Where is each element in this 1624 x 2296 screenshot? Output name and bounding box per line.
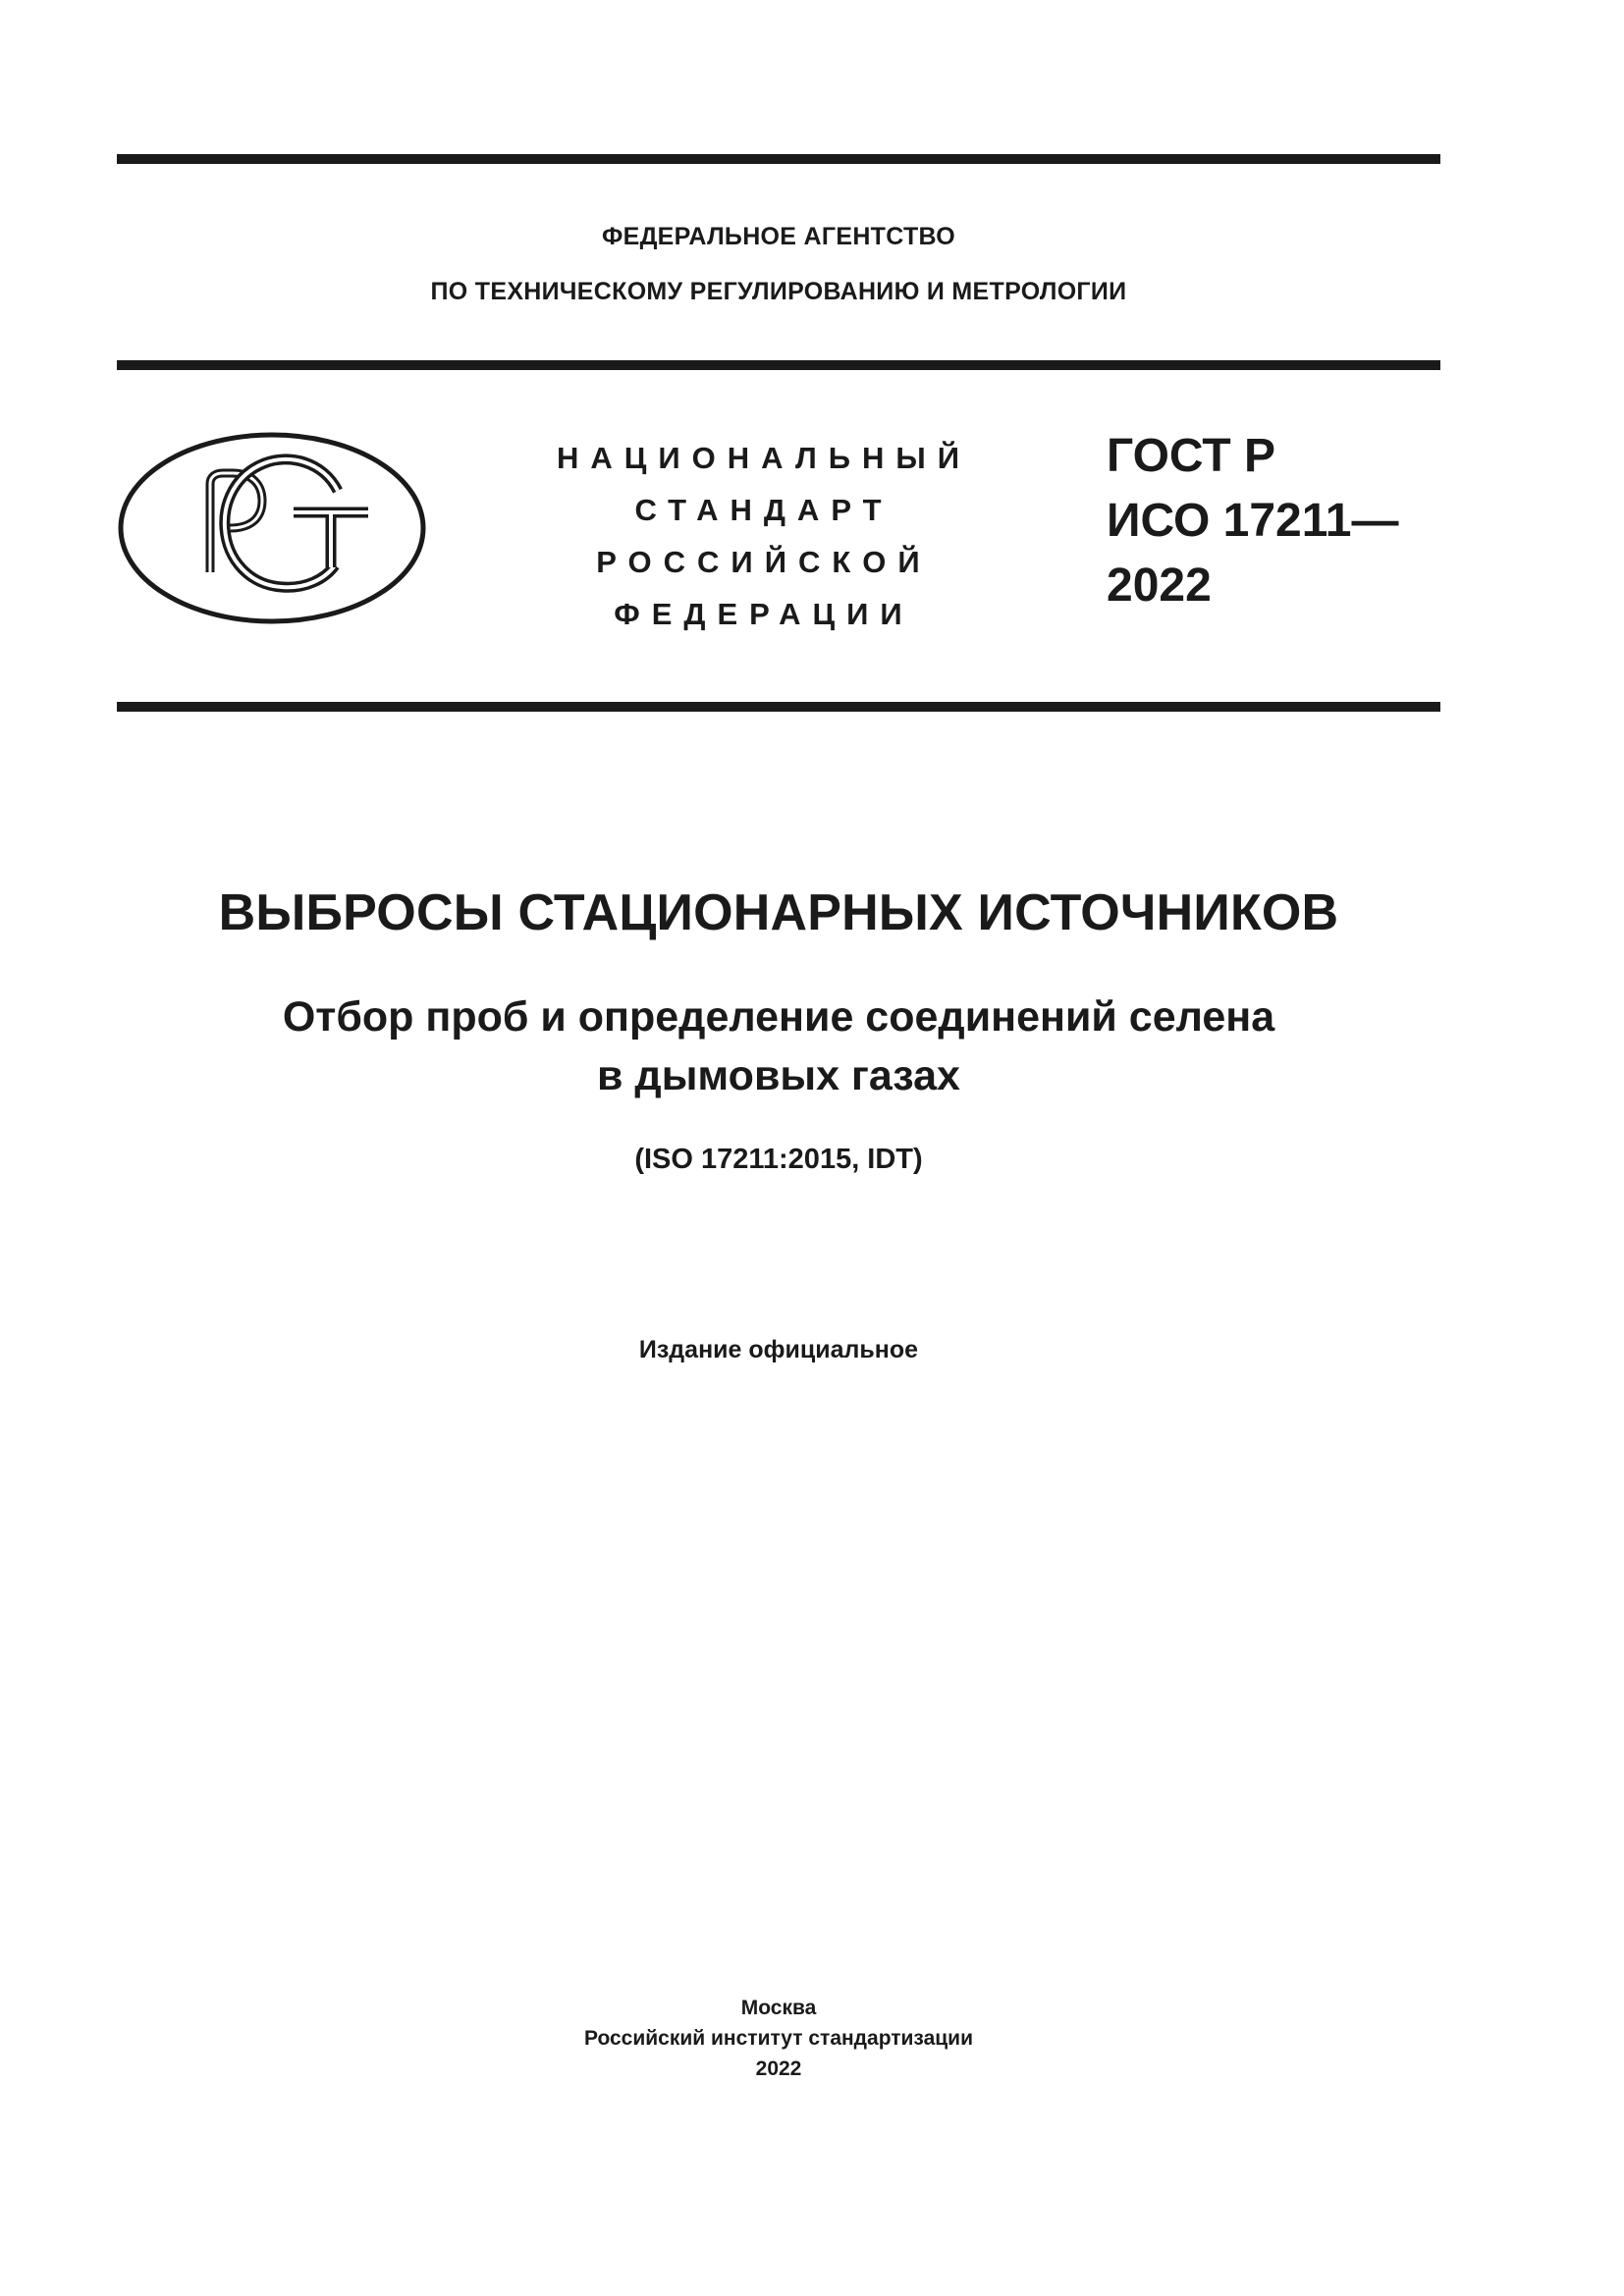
designation-line2: ИСО 17211— <box>1107 495 1399 547</box>
bottom-divider <box>117 702 1440 712</box>
standard-type-line4: ФЕДЕРАЦИИ <box>614 597 914 631</box>
edition-label: Издание официальное <box>638 1336 919 1363</box>
standard-designation <box>1107 424 1440 618</box>
document-title: ВЫБРОСЫ СТАЦИОНАРНЫХ ИСТОЧНИКОВ <box>218 884 1339 941</box>
rst-certification-mark-icon <box>117 430 427 626</box>
header-divider <box>117 360 1440 370</box>
top-divider <box>117 154 1440 164</box>
standard-type-line2: СТАНДАРТ <box>634 493 893 527</box>
standard-type-line1: НАЦИОНАЛЬНЫЙ <box>556 441 972 475</box>
imprint <box>117 1993 1440 2084</box>
iso-reference: (ISO 17211:2015, IDT) <box>634 1144 923 1175</box>
subtitle-line2: в дымовых газах <box>597 1052 960 1099</box>
national-standard-label <box>538 432 990 640</box>
agency-name-line2: ПО ТЕХНИЧЕСКОМУ РЕГУЛИРОВАНИЮ И МЕТРОЛОГИИ <box>430 278 1127 305</box>
designation-line1: ГОСТ Р <box>1107 430 1276 482</box>
designation-line3: 2022 <box>1107 560 1212 612</box>
document-subtitle <box>117 988 1440 1105</box>
agency-name-line1: ФЕДЕРАЛЬНОЕ АГЕНТСТВО <box>601 223 956 250</box>
imprint-city: Москва <box>740 1997 817 2019</box>
subtitle-line1: Отбор проб и определение соединений селена <box>282 993 1275 1041</box>
imprint-publisher: Российский институт стандартизации <box>583 2027 974 2050</box>
standard-type-line3: РОССИЙСКОЙ <box>596 545 932 579</box>
imprint-year: 2022 <box>755 2057 802 2080</box>
